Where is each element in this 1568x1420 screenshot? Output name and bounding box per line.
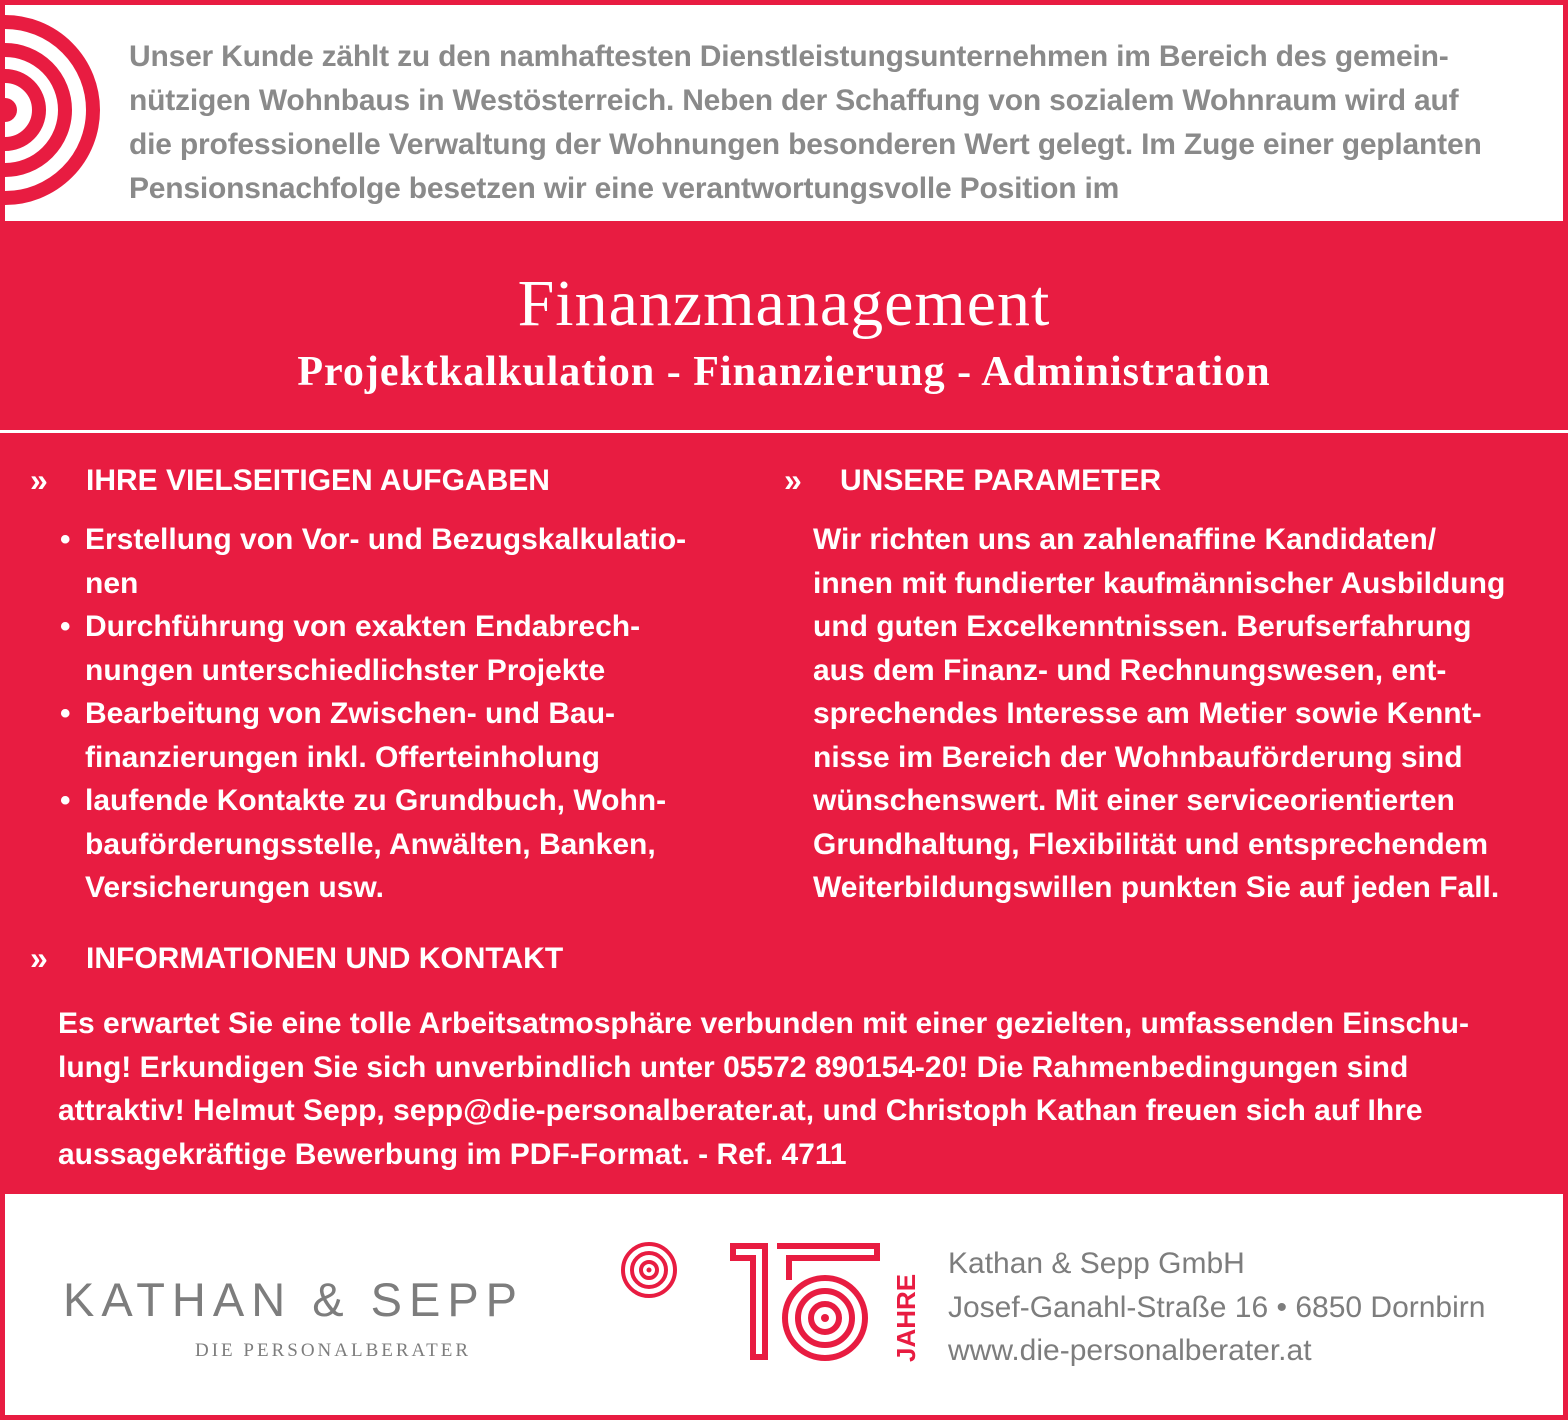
list-item-line: Durchführung von exakten Endabrech- [85, 610, 641, 643]
chevron-right-icon: » [30, 462, 42, 498]
parameters-text [813, 518, 1553, 910]
parameters-line: sprechendes Interesse am Metier sowie Kennt- [813, 697, 1482, 730]
anniversary-word: JAHRE [891, 1273, 921, 1362]
section-heading-contact [30, 940, 563, 977]
bullet-icon: • [60, 523, 71, 556]
bullet-icon: • [60, 784, 71, 817]
parameters-line: und guten Excelkenntnissen. Berufserfahrung [813, 610, 1472, 643]
list-item-line: laufende Kontakte zu Grundbuch, Wohn- [85, 784, 667, 817]
tasks-list [60, 518, 760, 910]
company-logo-wordmark: KATHAN & SEPP [63, 1273, 525, 1326]
intro-line: Unser Kunde zählt zu den namhaftesten Dienstleistungsunternehmen im Bereich des gemein- [129, 40, 1449, 73]
section-heading-tasks [30, 462, 550, 499]
anniversary-badge [725, 1240, 930, 1365]
company-street: Josef-Ganahl-Straße 16 • 6850 Dornbirn [948, 1290, 1486, 1324]
job-subtitle: Projektkalkulation - Finanzierung - Administration [297, 349, 1271, 395]
list-item [60, 518, 760, 605]
chevron-right-icon: » [784, 462, 796, 498]
list-item-line: Bearbeitung von Zwischen- und Bau- [85, 697, 616, 730]
contact-line: aussagekräftige Bewerbung im PDF-Format. - Ref. 4711 [58, 1137, 847, 1171]
chevron-right-icon: » [30, 940, 42, 976]
intro-panel [5, 5, 1563, 221]
list-item-line: nen [85, 566, 139, 600]
section-heading-label: IHRE VIELSEITIGEN AUFGABEN [86, 463, 550, 497]
section-heading-label: INFORMATIONEN UND KONTAKT [86, 941, 564, 975]
contact-line: attraktiv! Helmut Sepp, sepp@die-personalberater.at, und Christoph Kathan freuen sich auf Ihre [58, 1094, 1423, 1127]
parameters-line: wünschenswert. Mit einer serviceorientierten [813, 784, 1455, 817]
intro-line: Pensionsnachfolge besetzen wir eine verantwortungsvolle Position im [129, 172, 1120, 205]
parameters-line: nisse im Bereich der Wohnbauförderung sind [813, 740, 1463, 774]
section-heading-label: UNSERE PARAMETER [840, 463, 1162, 497]
parameters-line: Wir richten uns an zahlenaffine Kandidaten/ [813, 523, 1437, 556]
contact-text [58, 1002, 1538, 1176]
parameters-line: Grundhaltung, Flexibilität und entsprechendem [813, 827, 1489, 861]
list-item-line: finanzierungen inkl. Offerteinholung [85, 740, 600, 774]
company-name: Kathan & Sepp GmbH [948, 1247, 1245, 1280]
company-website: www.die-personalberater.at [948, 1334, 1312, 1367]
parameters-line: Weiterbildungswillen punkten Sie auf jeden Fall. [813, 871, 1500, 904]
bullet-icon: • [60, 697, 71, 730]
list-item-line: Versicherungen usw. [85, 871, 384, 904]
job-title: Finanzmanagement [517, 267, 1051, 340]
target-logo-icon [620, 1241, 678, 1299]
list-item-line: nungen unterschiedlichster Projekte [85, 653, 606, 687]
list-item [60, 692, 760, 779]
section-heading-parameters [784, 462, 1161, 499]
target-logo-icon [5, 15, 100, 205]
list-item [60, 779, 760, 910]
company-address [948, 1242, 1485, 1373]
list-item-line: Erstellung von Vor- und Bezugskalkulatio- [85, 523, 687, 556]
bullet-icon: • [60, 610, 71, 643]
parameters-line: innen mit fundierter kaufmännischer Ausbildung [813, 566, 1506, 600]
contact-line: lung! Erkundigen Sie sich unverbindlich unter 05572 890154-20! Die Rahmenbedingungen sind [58, 1050, 1409, 1084]
list-item [60, 605, 760, 692]
intro-line: nützigen Wohnbaus in Westösterreich. Neben der Schaffung von sozialem Wohnraum wird auf [129, 84, 1459, 117]
intro-text [129, 35, 1529, 211]
contact-line: Es erwartet Sie eine tolle Arbeitsatmosphäre verbunden mit einer gezielten, umfassenden Einschu- [58, 1007, 1469, 1040]
list-item-line: bauförderungsstelle, Anwälten, Banken, [85, 827, 656, 861]
footer [5, 1194, 1563, 1415]
company-logo-tagline: DIE PERSONALBERATER [195, 1340, 472, 1361]
parameters-line: aus dem Finanz- und Rechnungswesen, ent- [813, 653, 1447, 687]
intro-line: die professionelle Verwaltung der Wohnungen besonderen Wert gelegt. Im Zuge einer geplanten [129, 128, 1482, 161]
divider [0, 430, 1568, 433]
